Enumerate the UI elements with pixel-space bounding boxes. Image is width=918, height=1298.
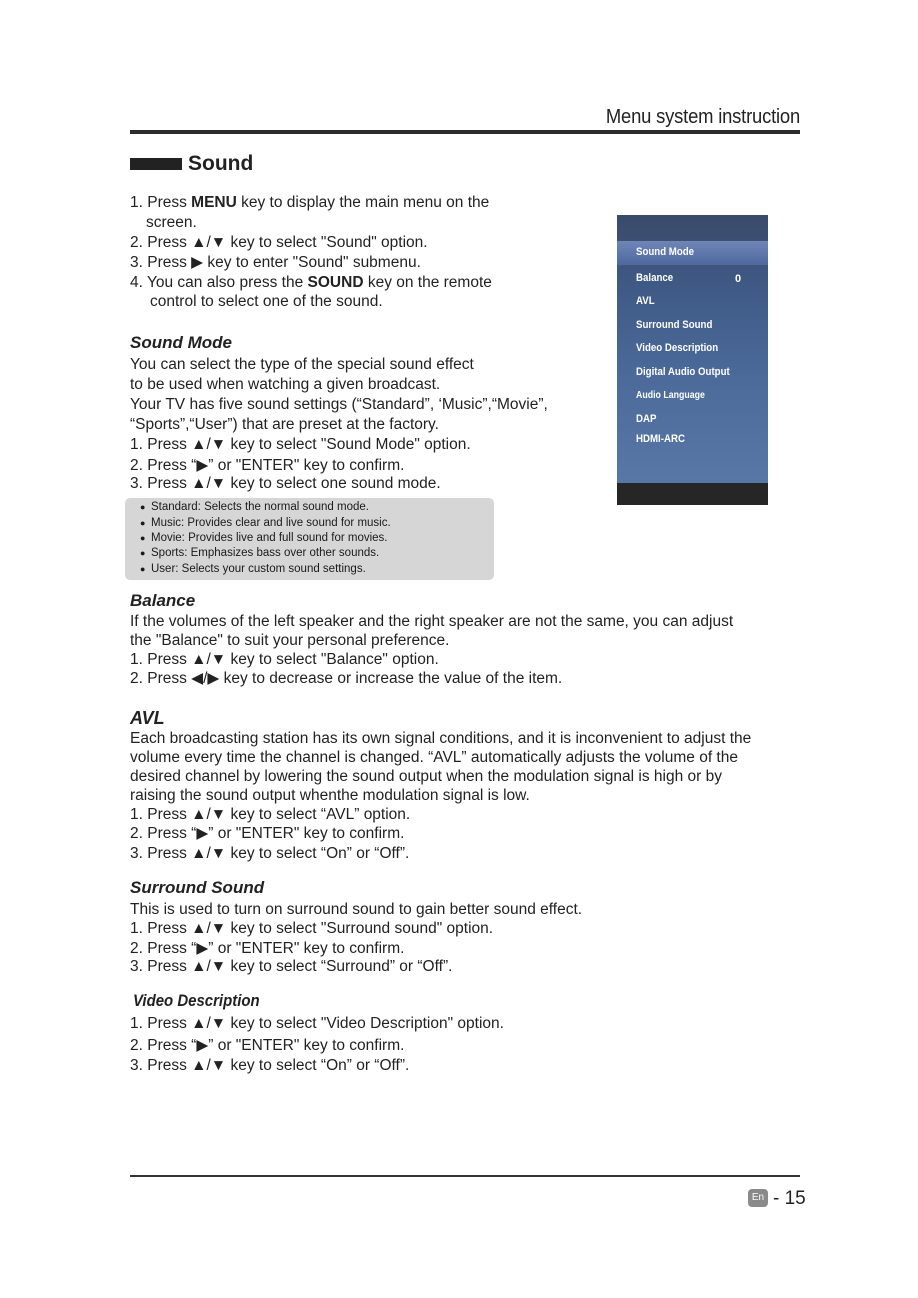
sound-mode-option-movie: ● Movie: Provides live and full sound for movies. xyxy=(151,532,388,544)
sound-menu-screenshot xyxy=(617,215,768,505)
sound-mode-step-3: 3. Press ▲/▼ key to select one sound mode. xyxy=(130,475,441,492)
sound-mode-desc-3: Your TV has five sound settings (“Standard”, ‘Music”,“Movie”, xyxy=(130,396,548,413)
page-header-title: Menu system instruction xyxy=(605,106,800,128)
video-description-step-2: 2. Press “▶” or "ENTER" key to confirm. xyxy=(130,1037,405,1054)
section-title: Sound xyxy=(188,152,254,175)
surround-step-1: 1. Press ▲/▼ key to select "Surround sound" option. xyxy=(130,920,494,937)
intro-step-4-a: 4. You can also press the xyxy=(130,274,308,291)
sound-mode-option-user: ● User: Selects your custom sound settings. xyxy=(151,563,366,575)
avl-desc-4: raising the sound output whenthe modulation signal is low. xyxy=(130,787,530,804)
sound-mode-step-2: 2. Press “▶” or "ENTER" key to confirm. xyxy=(130,457,405,474)
sound-mode-desc-2: to be used when watching a given broadcast. xyxy=(130,376,441,393)
balance-step-1: 1. Press ▲/▼ key to select "Balance" option. xyxy=(130,651,439,668)
avl-desc-3: desired channel by lowering the sound output when the modulation signal is high or by xyxy=(130,768,722,785)
surround-heading: Surround Sound xyxy=(130,878,265,897)
menu-item-balance: Balance xyxy=(636,272,674,284)
menu-item-avl: AVL xyxy=(636,295,655,307)
menu-item-dap: DAP xyxy=(636,413,657,425)
section-title-bar xyxy=(130,158,182,170)
menu-item-sound-mode: Sound Mode xyxy=(636,246,695,258)
avl-desc-2: volume every time the channel is changed. “AVL” automatically adjusts the volume of the xyxy=(130,749,738,766)
balance-step-2: 2. Press ◀/▶ key to decrease or increase the value of the item. xyxy=(130,670,563,687)
intro-step-1-cont: screen. xyxy=(146,214,197,231)
menu-item-audio-language: Audio Language xyxy=(636,390,705,401)
sound-mode-desc-4: “Sports”,“User”) that are preset at the factory. xyxy=(130,416,439,433)
intro-step-1-a: 1. Press xyxy=(130,194,192,211)
menu-item-hdmi-arc: HDMI-ARC xyxy=(636,433,685,445)
balance-heading: Balance xyxy=(130,591,196,610)
intro-step-1-key: MENU xyxy=(191,194,237,211)
intro-step-1-c: key to display the main menu on the xyxy=(236,194,490,211)
avl-desc-1: Each broadcasting station has its own signal conditions, and it is inconvenient to adjust the xyxy=(130,730,752,747)
menu-item-digital-audio-output: Digital Audio Output xyxy=(636,366,730,378)
avl-step-1: 1. Press ▲/▼ key to select “AVL” option. xyxy=(130,806,411,823)
intro-step-3: 3. Press ▶ key to enter "Sound" submenu. xyxy=(130,254,421,271)
page-number: - 15 xyxy=(773,1188,806,1209)
menu-item-surround-sound: Surround Sound xyxy=(636,319,713,331)
intro-step-2: 2. Press ▲/▼ key to select "Sound" option. xyxy=(130,234,428,251)
sound-mode-option-sports: ● Sports: Emphasizes bass over other sounds. xyxy=(151,547,379,559)
avl-step-3: 3. Press ▲/▼ key to select “On” or “Off”. xyxy=(130,845,410,862)
menu-bottom-bar xyxy=(617,483,768,505)
surround-desc-1: This is used to turn on surround sound to gain better sound effect. xyxy=(130,901,583,918)
surround-step-3: 3. Press ▲/▼ key to select “Surround” or “Off”. xyxy=(130,958,453,975)
balance-desc-2: the "Balance" to suit your personal preference. xyxy=(130,632,450,649)
language-badge: En xyxy=(748,1189,768,1207)
intro-step-4-c: key on the remote xyxy=(363,274,492,291)
video-description-step-3: 3. Press ▲/▼ key to select “On” or “Off”. xyxy=(130,1057,410,1074)
intro-step-4-key: SOUND xyxy=(307,274,364,291)
surround-step-2: 2. Press “▶” or "ENTER" key to confirm. xyxy=(130,940,405,957)
header-divider xyxy=(130,130,800,134)
menu-balance-value: 0 xyxy=(735,273,742,285)
intro-step-4-cont: control to select one of the sound. xyxy=(150,293,383,310)
avl-heading: AVL xyxy=(130,708,165,728)
video-description-heading: Video Description xyxy=(133,991,260,1010)
video-description-step-1: 1. Press ▲/▼ key to select "Video Description" option. xyxy=(130,1015,504,1032)
sound-mode-option-music: ● Music: Provides clear and live sound for music. xyxy=(151,517,391,529)
menu-item-video-description: Video Description xyxy=(636,342,719,354)
intro-step-1 xyxy=(130,193,489,212)
footer-divider xyxy=(130,1175,800,1177)
intro-step-4 xyxy=(130,273,492,292)
balance-desc-1: If the volumes of the left speaker and the right speaker are not the same, you can adjust xyxy=(130,613,734,630)
sound-mode-options-box xyxy=(125,498,494,580)
sound-mode-option-standard: ● Standard: Selects the normal sound mode. xyxy=(151,501,369,513)
sound-mode-step-1: 1. Press ▲/▼ key to select "Sound Mode" option. xyxy=(130,436,471,453)
sound-mode-heading: Sound Mode xyxy=(130,333,232,352)
avl-step-2: 2. Press “▶” or "ENTER" key to confirm. xyxy=(130,825,405,842)
sound-mode-desc-1: You can select the type of the special sound effect xyxy=(130,356,474,373)
